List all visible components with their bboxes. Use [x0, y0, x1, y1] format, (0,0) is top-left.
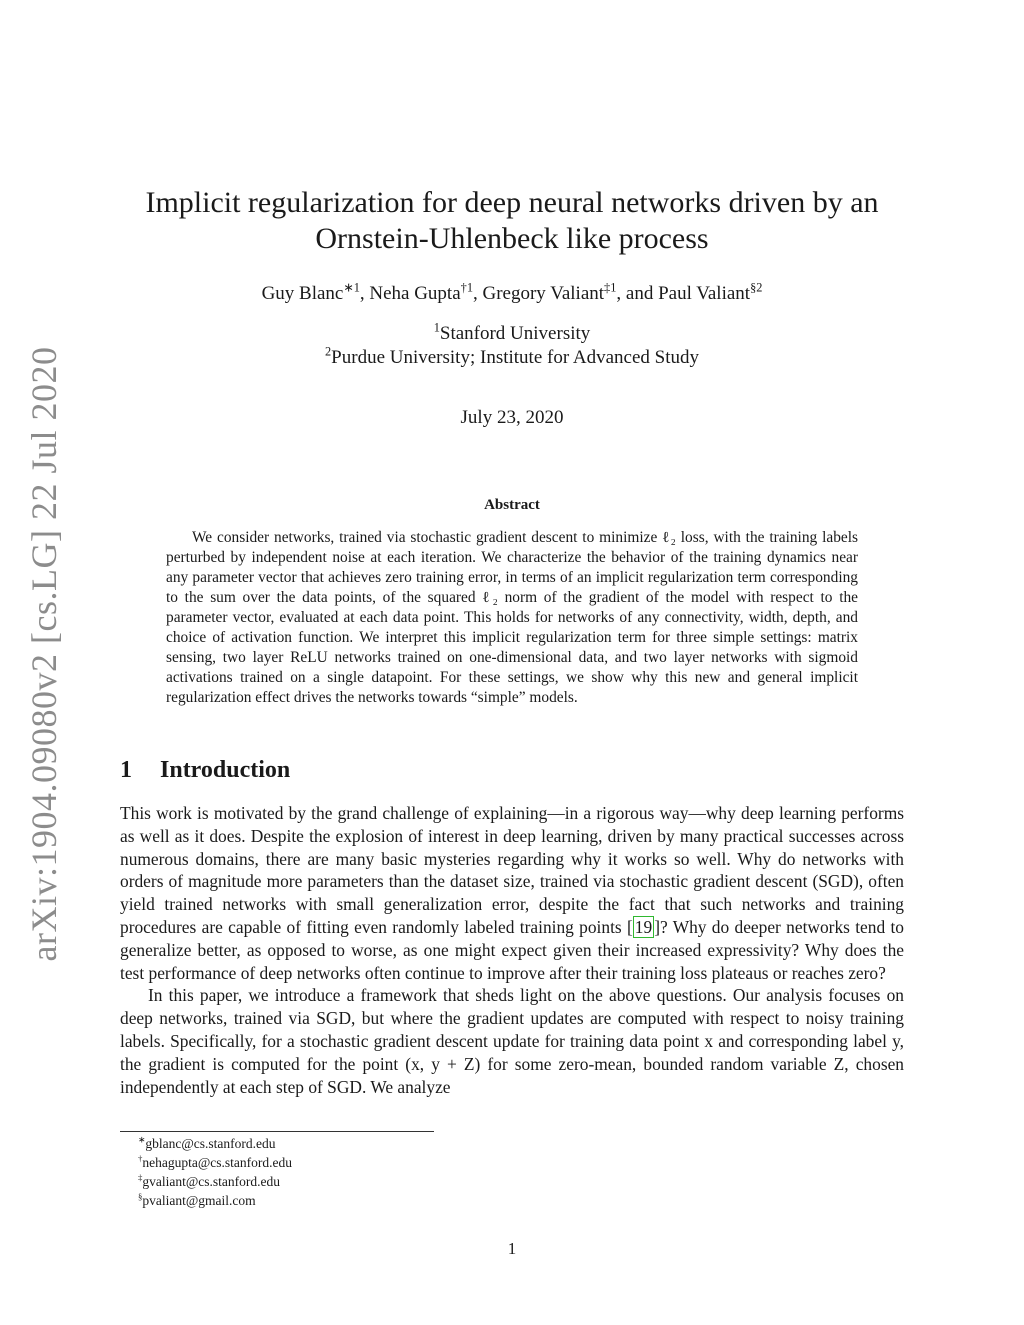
author-mark: §2	[750, 280, 763, 295]
affiliation-mark: 1	[433, 320, 440, 335]
footnote-mark: ∗	[138, 1134, 146, 1145]
paragraph	[120, 802, 904, 984]
affiliation-list	[120, 322, 904, 370]
paper-title: Implicit regularization for deep neural networks driven by an Ornstein-Uhlenbeck like process	[145, 186, 879, 255]
author-separator: ,	[359, 283, 370, 304]
section-number: 1	[120, 757, 132, 783]
author-separator: , and	[616, 283, 659, 304]
footnote	[138, 1172, 292, 1191]
footnote	[138, 1191, 292, 1210]
author-name: Guy Blanc	[261, 283, 344, 304]
author-list	[120, 280, 904, 305]
author-name: Gregory Valiant	[482, 283, 605, 304]
paragraph-text: ]? Why do deeper networks tend to generalize better, as opposed to worse, as one might expect given their increased expressivity? Why does the test performance of deep networks often continue to improve after their training loss plateaus or reaches zero?	[120, 916, 904, 983]
footnote	[138, 1153, 292, 1172]
footnote-email: gvaliant@cs.stanford.edu	[142, 1174, 281, 1189]
paragraph-text: This work is motivated by the grand challenge of explaining—in a rigorous way—why deep learning performs as well as it does. Despite the explosion of interest in deep learning, driven by many practical successes across numerous domains, there are many basic mysteries regarding why it works so well. Why do networks with orders of magnitude more parameters than the dataset size, trained via stochastic gradient descent (SGD), often yield trained networks with small generalization error, despite the fact that such networks and training procedures are capable of fitting even randomly labeled training points [	[120, 803, 904, 937]
section-title: Introduction	[160, 757, 291, 783]
affiliation-name: Stanford University	[439, 323, 591, 344]
section-heading	[120, 757, 290, 784]
paper-date: July 23, 2020	[460, 407, 564, 428]
affiliation-name: Purdue University; Institute for Advanced Study	[331, 347, 699, 368]
footnote-email: nehagupta@cs.stanford.edu	[142, 1155, 293, 1170]
author-name: Neha Gupta	[369, 283, 461, 304]
affiliation-mark: 2	[325, 344, 332, 359]
footnote-email: pvaliant@gmail.com	[142, 1193, 256, 1208]
page-number: 1	[507, 1239, 517, 1258]
footnote-divider	[120, 1131, 434, 1132]
abstract-heading: Abstract	[484, 497, 540, 513]
author-separator: ,	[473, 283, 483, 304]
footnote-mark: ‡	[138, 1172, 143, 1183]
footnote	[138, 1134, 292, 1153]
author-mark: ‡1	[604, 280, 617, 295]
author-mark: †1	[460, 280, 473, 295]
author-name: Paul Valiant	[658, 283, 751, 304]
abstract-text: We consider networks, trained via stochastic gradient descent to minimize ℓ₂ loss, with the training labels perturbed by independent noise at each iteration. We characterize the behavior of the training dynamics near any parameter vector that achieves zero training error, in terms of an implicit regularization term corresponding to the sum over the data points, of the squared ℓ₂ norm of the gradient of the model with respect to the parameter vector, evaluated at each data point. This holds for networks of any connectivity, width, depth, and choice of activation function. We interpret this implicit regularization term for three simple settings: matrix sensing, two layer ReLU networks trained on one-dimensional data, and two layer networks with sigmoid activations trained on a single datapoint. For these settings, we show why this new and general implicit regularization effect drives the networks towards “simple” models.	[166, 529, 858, 706]
introduction-body	[120, 802, 904, 1098]
paragraph: In this paper, we introduce a framework that sheds light on the above questions. Our analysis focuses on deep networks, trained via SGD, but where the gradient updates are computed with respect to noisy training labels. Specifically, for a stochastic gradient descent update for training data point x and corresponding label y, the gradient is computed for the point (x, y + Z) for some zero-mean, bounded random variable Z, chosen independently at each step of SGD. We analyze	[120, 985, 904, 1097]
footnote-list	[138, 1134, 292, 1210]
footnote-email: gblanc@cs.stanford.edu	[145, 1136, 276, 1151]
author-mark: ∗1	[343, 280, 360, 295]
footnote-mark: †	[138, 1153, 143, 1164]
affiliation	[120, 322, 904, 346]
citation-link[interactable]: 19	[634, 916, 653, 937]
arxiv-identifier-stamp: arXiv:1904.09080v2 [cs.LG] 22 Jul 2020	[24, 346, 64, 962]
affiliation	[120, 346, 904, 370]
footnote-mark: §	[138, 1191, 143, 1202]
